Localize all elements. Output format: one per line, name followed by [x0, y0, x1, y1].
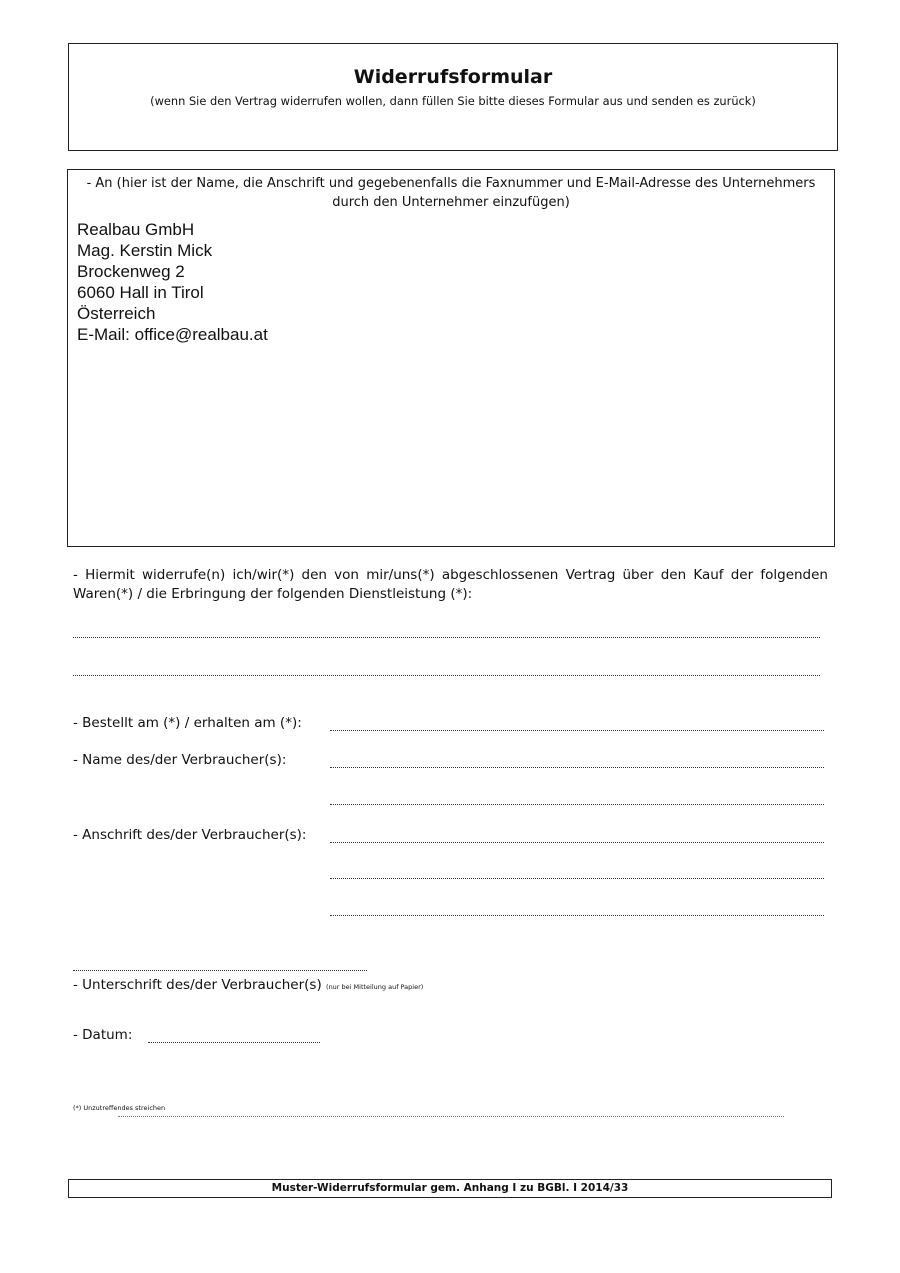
signature-field[interactable]	[73, 970, 367, 971]
recipient-line-country: Österreich	[77, 304, 156, 323]
recipient-line-street: Brockenweg 2	[77, 262, 185, 281]
date-label: - Datum:	[73, 1027, 133, 1043]
footer-text: Muster-Widerrufsformular gem. Anhang I zu BGBl. I 2014/33	[271, 1182, 629, 1194]
goods-field-line-2[interactable]	[73, 675, 820, 676]
signature-label-row	[73, 976, 423, 997]
consumer-address-field-3[interactable]	[330, 915, 824, 916]
footer-box	[68, 1179, 832, 1198]
withdrawal-declaration: - Hiermit widerrufe(n) ich/wir(*) den von mir/uns(*) abgeschlossenen Vertrag über den Kauf der folgenden Waren(*) / die Erbringung der folgenden Dienstleistung (*):	[73, 567, 828, 602]
recipient-line-contact: Mag. Kerstin Mick	[77, 241, 213, 260]
page-title: Widerrufsformular	[353, 66, 553, 88]
ordered-date-field[interactable]	[330, 730, 824, 731]
footnote-divider	[118, 1116, 784, 1117]
consumer-name-label: - Name des/der Verbraucher(s):	[73, 752, 287, 768]
recipient-line-company: Realbau GmbH	[77, 220, 195, 239]
recipient-box	[67, 169, 835, 547]
form-header-box	[68, 43, 838, 151]
consumer-address-field-2[interactable]	[330, 878, 824, 879]
recipient-address	[77, 219, 268, 345]
date-field[interactable]	[148, 1042, 320, 1043]
recipient-instruction: - An (hier ist der Name, die Anschrift und gegebenenfalls die Faxnummer und E-Mail-Adresse des Unternehmers durch den Unternehmer einzufügen)	[86, 176, 816, 210]
consumer-address-label: - Anschrift des/der Verbraucher(s):	[73, 827, 307, 843]
signature-label: - Unterschrift des/der Verbraucher(s)	[73, 977, 322, 993]
goods-field-line-1[interactable]	[73, 637, 820, 638]
consumer-name-field-1[interactable]	[330, 767, 824, 768]
consumer-address-field-1[interactable]	[330, 842, 824, 843]
ordered-date-label: - Bestellt am (*) / erhalten am (*):	[73, 715, 302, 731]
recipient-line-city: 6060 Hall in Tirol	[77, 283, 204, 302]
page-subtitle: (wenn Sie den Vertrag widerrufen wollen, dann füllen Sie bitte dieses Formular aus und senden es zurück)	[150, 94, 756, 108]
signature-note: (nur bei Mitteilung auf Papier)	[326, 983, 424, 991]
consumer-name-field-2[interactable]	[330, 804, 824, 805]
footnote: (*) Unzutreffendes streichen	[73, 1104, 166, 1112]
recipient-line-email: E-Mail: office@realbau.at	[77, 325, 268, 344]
